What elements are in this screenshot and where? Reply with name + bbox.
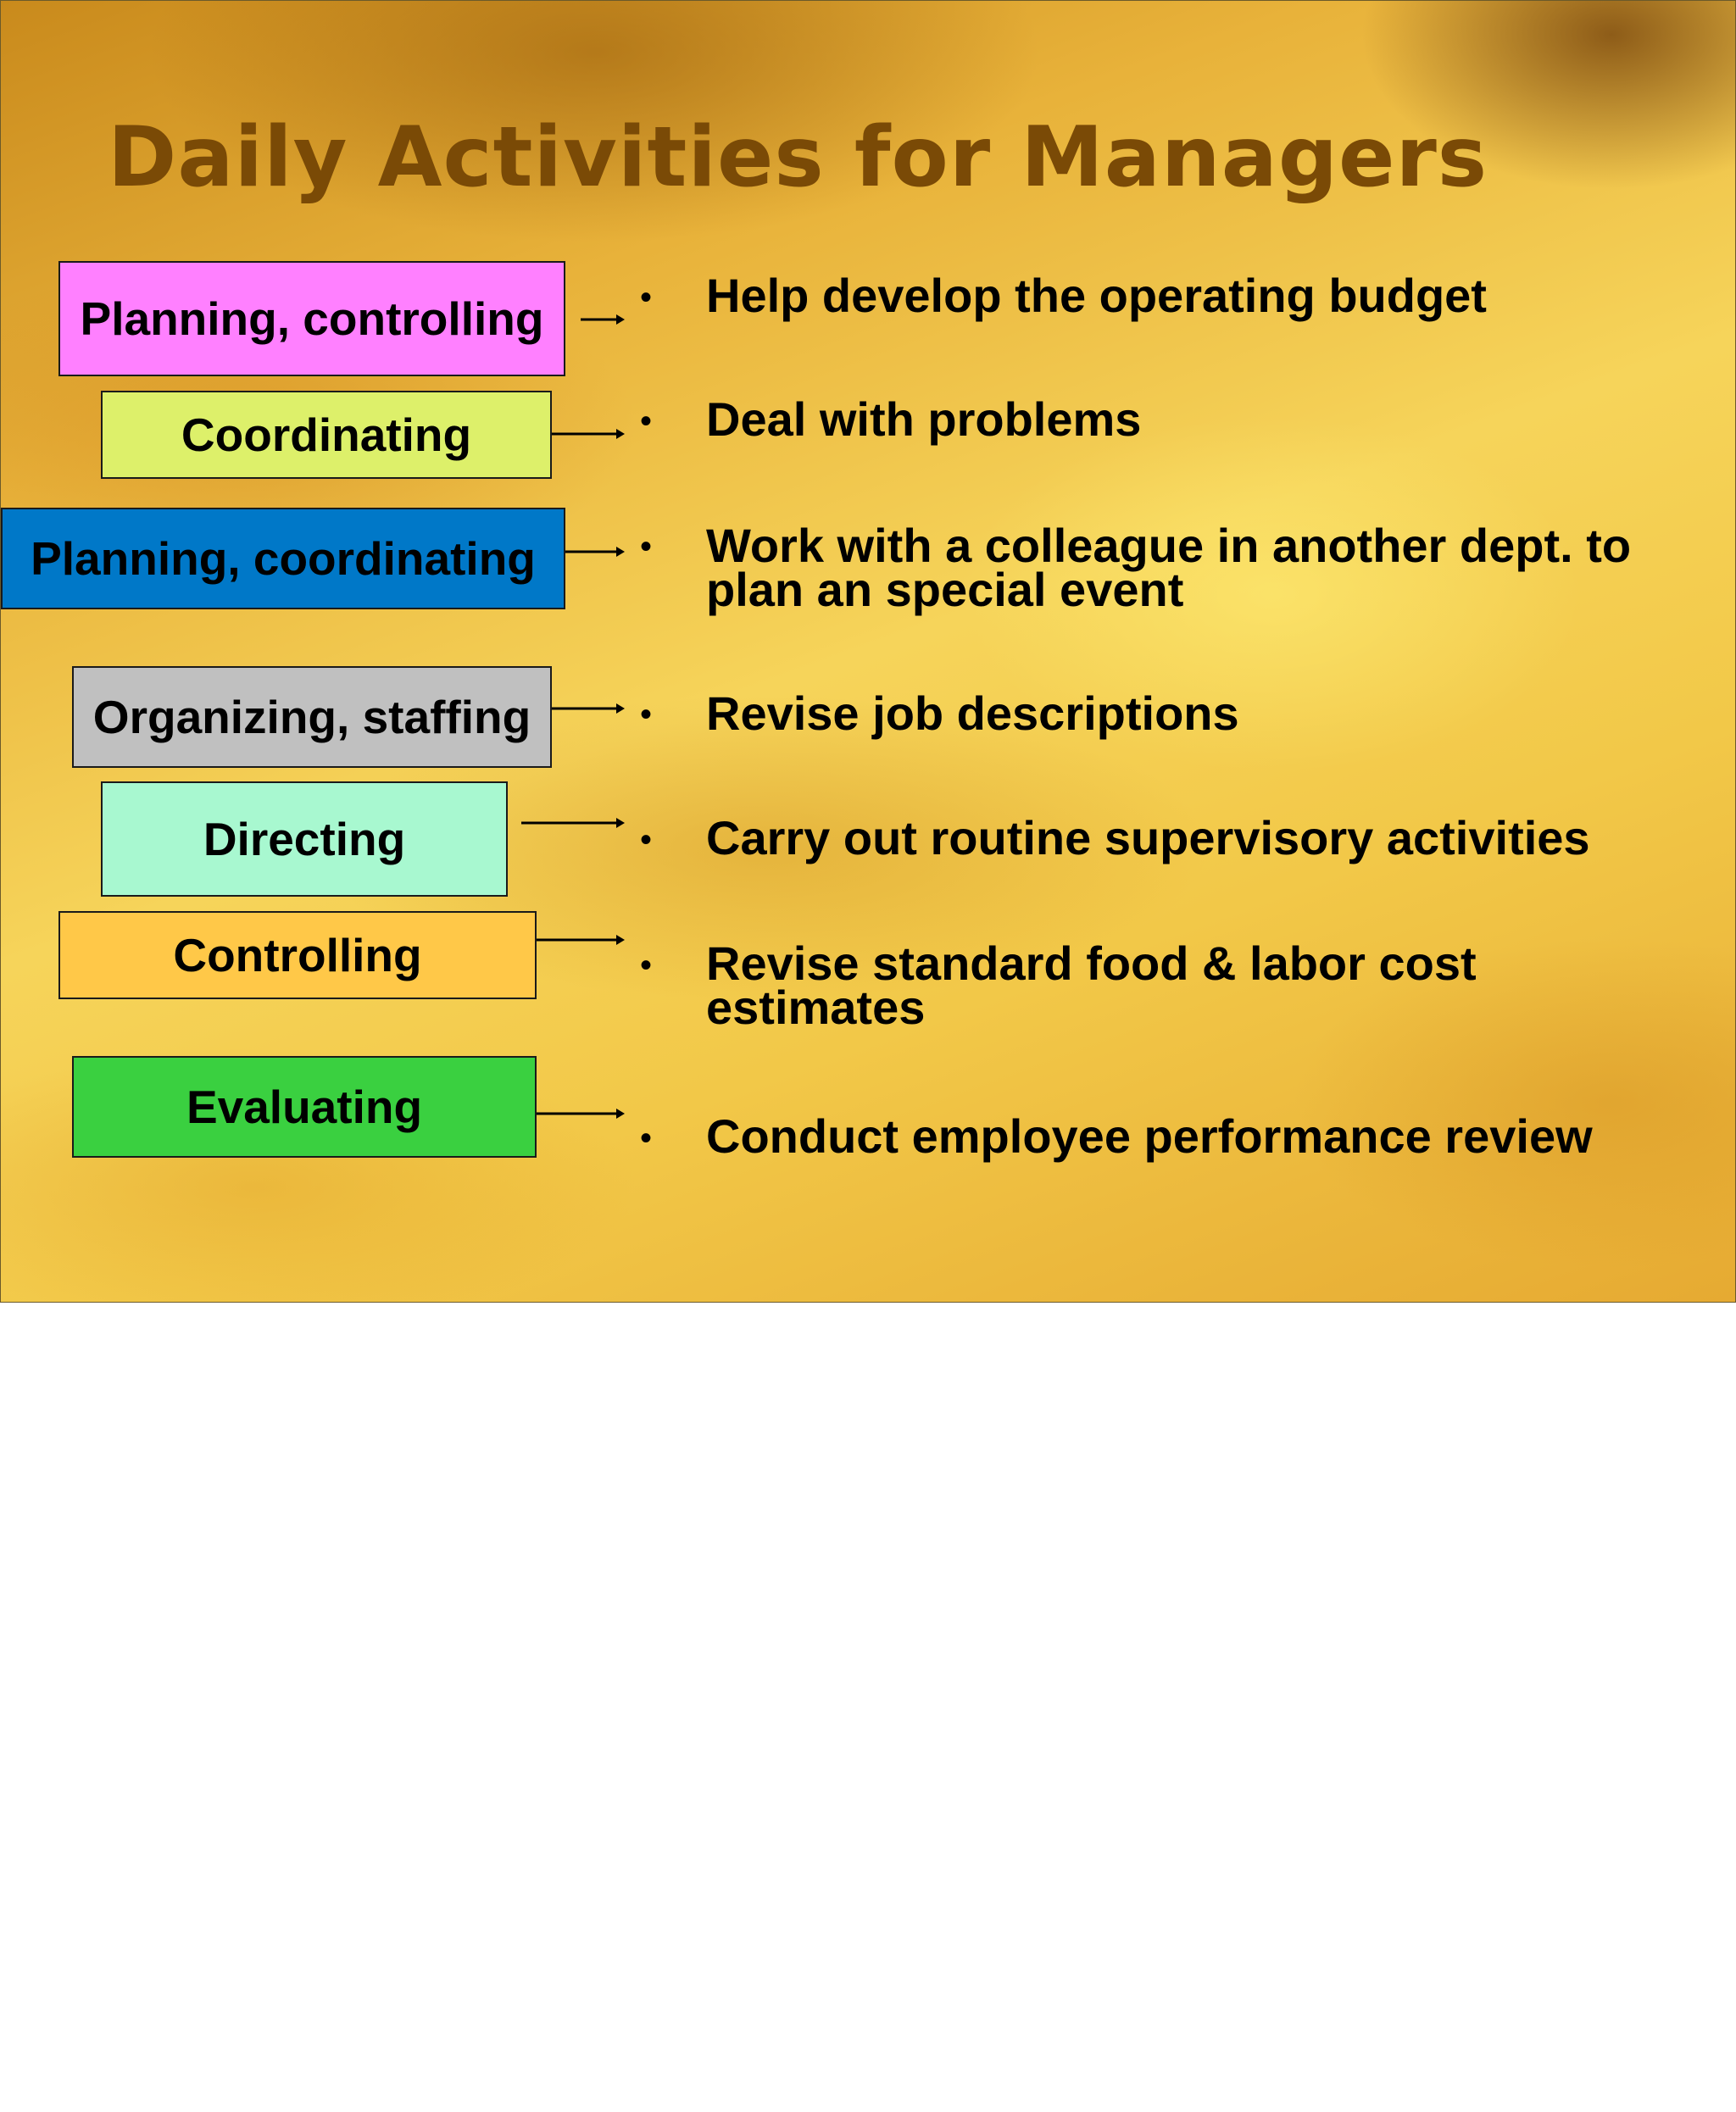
activity-text: Deal with problems [706, 392, 1142, 446]
bullet: • [640, 279, 653, 316]
activity-text: Revise standard food & labor cost estimates [706, 937, 1477, 1034]
arrow-right-icon [537, 1105, 625, 1122]
activity-text: Revise job descriptions [706, 686, 1239, 740]
bullet: • [640, 1120, 653, 1157]
bullet: • [640, 947, 653, 984]
function-box-planning-controlling [58, 261, 565, 376]
function-label: Controlling [173, 929, 422, 981]
slide-title: Daily Activities for Managers [108, 109, 1488, 206]
arrow-right-icon [521, 814, 625, 831]
function-label: Organizing, staffing [92, 691, 531, 743]
bullet: • [640, 528, 653, 565]
bullet: • [640, 821, 653, 859]
bullet: • [640, 403, 653, 440]
function-label: Evaluating [186, 1081, 423, 1133]
function-label: Planning, coordinating [31, 532, 536, 585]
function-label: Coordinating [181, 409, 472, 461]
function-box-organizing-staffing [72, 666, 552, 768]
arrow-right-icon [537, 931, 625, 948]
function-box-directing [101, 781, 508, 897]
function-box-controlling [58, 911, 537, 999]
arrow-right-icon [552, 700, 625, 717]
function-box-planning-coordinating [1, 508, 565, 609]
function-label: Directing [203, 813, 406, 865]
function-label: Planning, controlling [80, 292, 544, 345]
bullet: • [640, 696, 653, 733]
function-box-evaluating [72, 1056, 537, 1158]
activity-text: Carry out routine supervisory activities [706, 811, 1590, 864]
activity-text: Conduct employee performance review [706, 1109, 1593, 1163]
function-box-coordinating [101, 391, 552, 479]
arrow-right-icon [552, 425, 625, 442]
arrow-right-icon [581, 311, 625, 328]
arrow-right-icon [565, 543, 625, 560]
activity-text: Work with a colleague in another dept. to plan an special event [706, 519, 1632, 616]
activity-text: Help develop the operating budget [706, 269, 1487, 322]
